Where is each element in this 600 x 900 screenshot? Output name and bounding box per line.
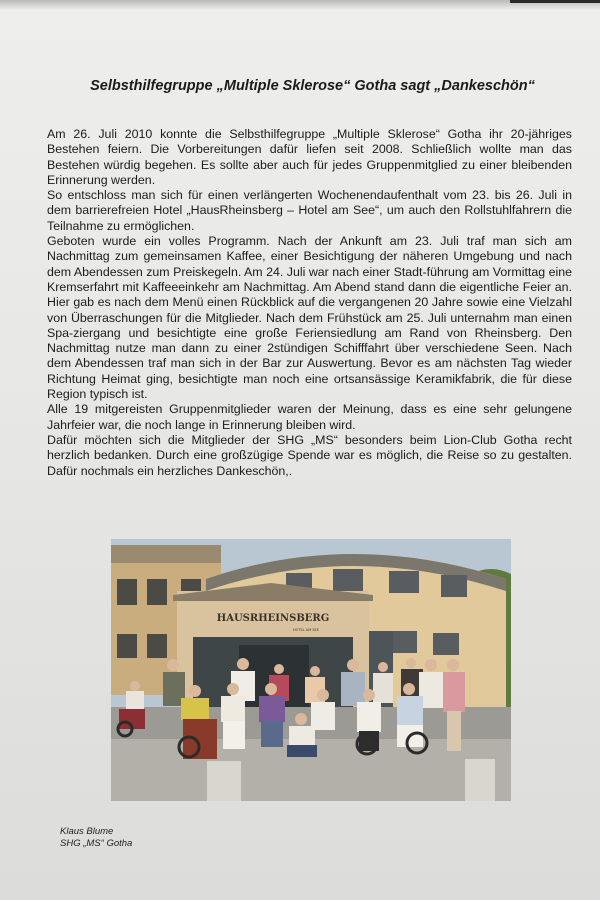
author-name: Klaus Blume bbox=[60, 826, 114, 837]
author-block bbox=[60, 826, 132, 850]
hotel-sign-text: HAUSRHEINSBERG bbox=[216, 613, 330, 624]
paragraph-2: So entschloss man sich für einen verlängerten Wochenendaufenthalt vom 23. bis 26. Juli in dem barrierefreien Hotel „HausRheinsberg – Hotel am See“, um auch den Rollstuhlfahrern die Teilnahme zu ermöglichen. bbox=[47, 188, 572, 233]
hotel-sign-subtext: HOTEL AM SEE bbox=[293, 628, 319, 632]
article-body bbox=[47, 127, 572, 479]
page-corner-mark bbox=[510, 0, 600, 3]
paragraph-5: Dafür möchten sich die Mitglieder der SHG „MS“ besonders beim Lion-Club Gotha recht herzlich bedanken. Durch eine großzügige Spende war es möglich, die Reise so zu gestalten. Dafür nochmals ein herzliches Dankeschön,. bbox=[47, 432, 572, 478]
paragraph-1: Am 26. Juli 2010 konnte die Selbsthilfegruppe „Multiple Sklerose“ Gotha ihr 20-jähriges Bestehen feiern. Die Vorbereitungen dafür liefen seit 2008. Schließlich wollte man das Bestehen würdig begehen. Es sollte aber auch für jedes Gruppenmitglied zu einer bleibenden Erinnerung werden. bbox=[47, 127, 572, 187]
author-organization: SHG „MS“ Gotha bbox=[60, 838, 133, 849]
paragraph-4: Alle 19 mitgereisten Gruppenmitglieder waren der Meinung, dass es eine sehr gelungene Jahrfeier war, die noch lange in Erinnerung bleiben wird. bbox=[47, 402, 572, 432]
article-title: Selbsthilfegruppe „Multiple Sklerose“ Gotha sagt „Dankeschön“ bbox=[90, 78, 535, 94]
group-photo bbox=[111, 539, 511, 801]
paragraph-3: Geboten wurde ein volles Programm. Nach der Ankunft am 23. Juli traf man sich am Nachmittag zum gemeinsamen Kaffee, einer Besichtigung der näheren Umgebung und nach dem Abendessen zum Preiskegeln. Am 24. Juli war nach einer Stadt-führung am Vormittag eine Kremserfahrt mit Kaffeeeinkehr am Nachmittag. Am Abend stand dann die eigentliche Feier an. Hier gab es nach dem Menü einen Rückblick auf die vergangenen 20 Jahre sowie eine Vielzahl von Überraschungen für die Mitglieder. Nach dem Frühstück am 25. Juli unternahm man einen Spa-ziergang und besichtigte eine große Feriensiedlung am Rand von Rheinsberg. Den Nachmittag nutze man dann zu einer 2stündigen Schifffahrt über verschiedene Seen. Nach dem Abendessen traf man sich in der Bar zur Auswertung. Bevor es am nächsten Tag wieder Richtung Heimat ging, besichtigte man noch eine ortsansässige Keramikfabrik, die für diese Region typisch ist. bbox=[47, 234, 572, 402]
